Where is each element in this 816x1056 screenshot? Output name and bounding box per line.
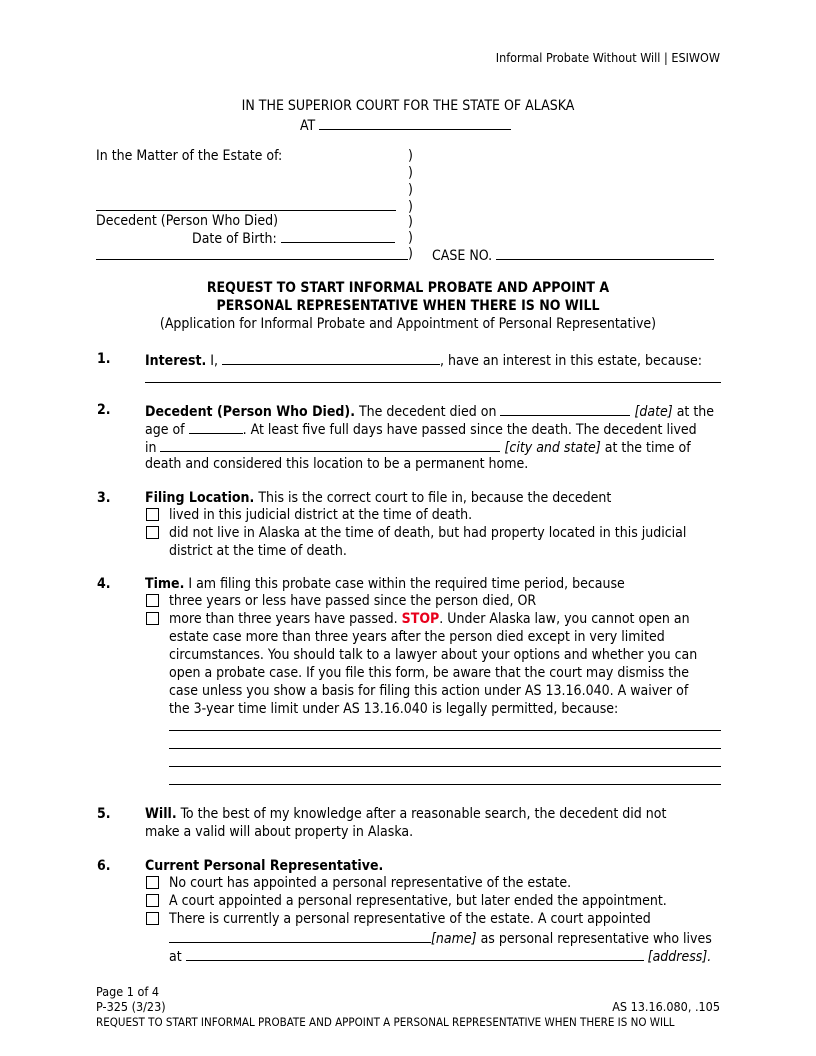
address-hint: [address]. [647, 949, 712, 965]
at-label: AT [300, 118, 316, 134]
section-5-text: To the best of my knowledge after a reasonable search, the decedent did not [180, 806, 667, 822]
checkbox-pr-appointment-ended[interactable] [146, 894, 159, 907]
waiver-reason-field-3[interactable] [169, 766, 721, 767]
checkbox-current-pr[interactable] [146, 912, 159, 925]
form-number: P-325 (3/23) [96, 999, 166, 1014]
option-current-pr: There is currently a personal representative of the estate. A court appointed [169, 911, 651, 927]
section-5-heading: Will. [145, 806, 177, 822]
checkbox-lived-in-district[interactable] [146, 508, 159, 521]
checkbox-more-than-three-years[interactable] [146, 612, 159, 625]
section-1-heading: Interest. [145, 353, 207, 369]
waiver-reason-field-4[interactable] [169, 784, 721, 785]
section-5-number: 5. [97, 806, 111, 822]
section-4-text: I am filing this probate case within the required time period, because [188, 576, 625, 592]
section-4-text: more than three years have passed. [169, 611, 398, 627]
current-pr-name-row [169, 928, 712, 948]
caption-paren: ) [408, 199, 413, 215]
section-1-number: 1. [97, 351, 111, 367]
page-number: Page 1 of 4 [96, 984, 160, 999]
waiver-reason-field-2[interactable] [169, 748, 721, 749]
section-4-text: . Under Alaska law, you cannot open an [439, 611, 690, 627]
dob-field[interactable] [281, 228, 395, 243]
section-3-heading: Filing Location. [145, 490, 255, 506]
section-4-warning-line: open a probate case. If you file this form, be aware that the court may dismiss the [169, 665, 689, 681]
section-4-heading: Time. [145, 576, 185, 592]
date-hint: [date] [634, 404, 673, 420]
section-2-line-4: death and considered this location to be a permanent home. [145, 456, 529, 472]
option-lived-in-district: lived in this judicial district at the time of death. [169, 507, 473, 523]
section-3-text: This is the correct court to file in, because the decedent [258, 490, 612, 506]
option-more-than-three-years [169, 610, 690, 628]
form-tag: Informal Probate Without Will | ESIWOW [495, 50, 720, 65]
section-3-number: 3. [97, 490, 111, 506]
waiver-reason-field-1[interactable] [169, 730, 721, 731]
section-4-warning-line: circumstances. You should talk to a lawyer about your options and whether you can [169, 647, 698, 663]
city-state-field[interactable] [160, 437, 500, 452]
stop-warning: STOP [401, 611, 440, 627]
section-4-intro [145, 575, 625, 593]
current-pr-address-row [169, 946, 711, 966]
caption-paren: ) [408, 246, 413, 262]
form-title-line1: REQUEST TO START INFORMAL PROBATE AND APPOINT A [206, 280, 610, 296]
case-no-field[interactable] [496, 245, 714, 260]
case-no-row [432, 245, 714, 265]
section-4-warning-line: estate case more than three years after the person died except in very limited [169, 629, 665, 645]
age-field[interactable] [189, 419, 243, 434]
caption-paren: ) [408, 230, 413, 246]
date-of-death-field[interactable] [500, 401, 630, 416]
name-hint: [name] [431, 931, 477, 947]
city-state-hint: [city and state] [504, 440, 601, 456]
section-5-line-1 [145, 805, 666, 823]
form-title-line2: PERSONAL REPRESENTATIVE WHEN THERE IS NO WILL [216, 298, 600, 314]
statute-reference: AS 13.16.080, .105 [612, 999, 720, 1014]
section-2-text: . At least five full days have passed since the death. The decedent lived [242, 422, 697, 438]
section-1-line [145, 350, 702, 370]
section-4-warning-line: the 3-year time limit under AS 13.16.040 is legally permitted, because: [169, 701, 619, 717]
section-2-text: at the [676, 404, 715, 420]
option-three-years-or-less: three years or less have passed since the person died, OR [169, 593, 537, 609]
current-pr-name-field[interactable] [169, 928, 431, 943]
option-pr-appointment-ended: A court appointed a personal representative, but later ended the appointment. [169, 893, 667, 909]
section-6-heading: Current Personal Representative. [145, 858, 384, 874]
section-2-number: 2. [97, 402, 111, 418]
checkbox-three-years-or-less[interactable] [146, 594, 159, 607]
form-subtitle: (Application for Informal Probate and Appointment of Personal Representative) [159, 316, 657, 332]
caption-paren: ) [408, 182, 413, 198]
section-1-text: I, [210, 353, 219, 369]
interested-person-name-field[interactable] [222, 350, 440, 365]
section-2-heading: Decedent (Person Who Died). [145, 404, 355, 420]
dob-label: Date of Birth: [192, 231, 277, 247]
section-2-text: at the time of [604, 440, 691, 456]
interest-reason-field[interactable] [145, 382, 721, 383]
section-2-line-3 [145, 437, 691, 457]
checkbox-no-pr-appointed[interactable] [146, 876, 159, 889]
section-4-warning-line: case unless you show a basis for filing this action under AS 13.16.040. A waiver of [169, 683, 689, 699]
caption-paren: ) [408, 165, 413, 181]
decedent-label: Decedent (Person Who Died) [96, 213, 278, 229]
current-pr-address-field[interactable] [186, 946, 644, 961]
section-6-text: at [169, 949, 182, 965]
court-location-field[interactable] [319, 115, 511, 130]
section-6-number: 6. [97, 858, 111, 874]
option-property-in-district: did not live in Alaska at the time of death, but had property located in this judicial [169, 525, 687, 541]
dob-row [192, 228, 395, 248]
footer-form-title: REQUEST TO START INFORMAL PROBATE AND APPOINT A PERSONAL REPRESENTATIVE WHEN THERE IS NO WILL [96, 1015, 675, 1029]
section-2-line-2 [145, 419, 697, 439]
checkbox-property-in-district[interactable] [146, 526, 159, 539]
section-5-line-2: make a valid will about property in Alaska. [145, 824, 414, 840]
matter-label: In the Matter of the Estate of: [96, 148, 283, 164]
option-property-in-district-cont: district at the time of death. [169, 543, 347, 559]
decedent-name-field[interactable] [96, 210, 396, 211]
section-2-text: in [145, 440, 157, 456]
section-2-line-1 [145, 401, 714, 421]
option-no-pr-appointed: No court has appointed a personal representative of the estate. [169, 875, 572, 891]
court-title: IN THE SUPERIOR COURT FOR THE STATE OF ALASKA [241, 98, 575, 114]
case-no-label: CASE NO. [432, 248, 493, 264]
section-3-intro [145, 489, 611, 507]
caption-paren: ) [408, 148, 413, 164]
section-4-number: 4. [97, 576, 111, 592]
section-2-text: The decedent died on [358, 404, 497, 420]
caption-bottom-line [96, 259, 408, 260]
section-6-text: as personal representative who lives [480, 931, 712, 947]
court-location [300, 115, 511, 135]
section-2-text: age of [145, 422, 185, 438]
caption-paren: ) [408, 214, 413, 230]
section-1-text: , have an interest in this estate, because: [440, 353, 702, 369]
